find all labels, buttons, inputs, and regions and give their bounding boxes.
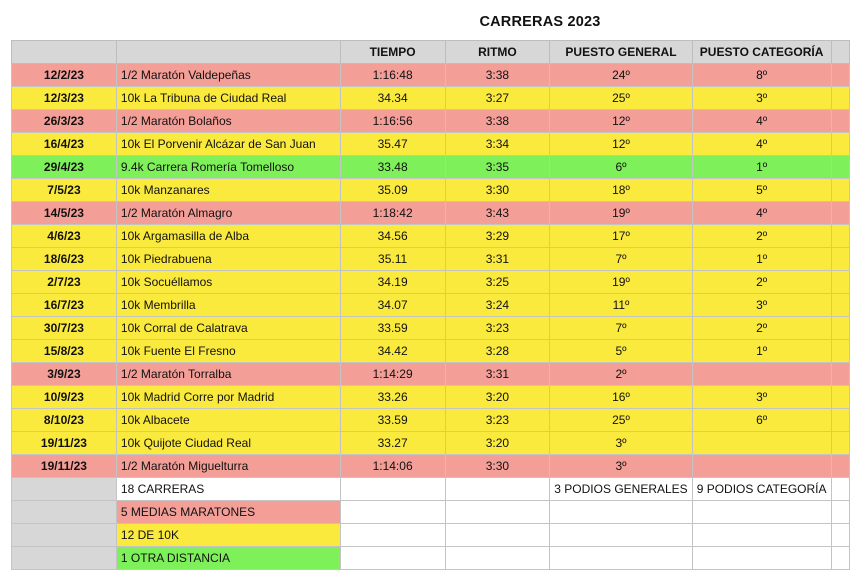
extra-cell[interactable] (831, 87, 850, 110)
header-puesto-categoria[interactable]: PUESTO CATEGORÍA (692, 41, 831, 64)
puesto-general-cell[interactable]: 17º (550, 225, 692, 248)
ritmo-cell[interactable]: 3:30 (445, 455, 550, 478)
summary-empty-cell[interactable] (831, 524, 850, 547)
race-row (12, 179, 850, 202)
puesto-general-cell[interactable]: 25º (550, 87, 692, 110)
puesto-categoria-cell[interactable]: 2º (692, 271, 831, 294)
race-name-cell[interactable]: 10k Fuente El Fresno (116, 340, 340, 363)
race-date-cell[interactable]: 10/9/23 (12, 386, 117, 409)
race-name-cell[interactable]: 10k Madrid Corre por Madrid (116, 386, 340, 409)
puesto-general-cell[interactable]: 18º (550, 179, 692, 202)
race-date-cell[interactable]: 7/5/23 (12, 179, 117, 202)
ritmo-cell[interactable]: 3:30 (445, 179, 550, 202)
extra-cell[interactable] (831, 432, 850, 455)
summary-empty-cell[interactable] (550, 547, 692, 570)
extra-cell[interactable] (831, 225, 850, 248)
race-row (12, 432, 850, 455)
puesto-general-cell[interactable]: 12º (550, 110, 692, 133)
summary-total[interactable]: 18 CARRERAS (116, 478, 340, 501)
summary-empty-cell[interactable] (692, 547, 831, 570)
race-name-cell[interactable]: 1/2 Maratón Miguelturra (116, 455, 340, 478)
ritmo-cell[interactable]: 3:23 (445, 409, 550, 432)
race-date-cell[interactable]: 18/6/23 (12, 248, 117, 271)
extra-cell[interactable] (831, 133, 850, 156)
race-name-cell[interactable]: 10k Socuéllamos (116, 271, 340, 294)
puesto-general-cell[interactable]: 11º (550, 294, 692, 317)
race-date-cell[interactable]: 4/6/23 (12, 225, 117, 248)
ritmo-cell[interactable]: 3:20 (445, 386, 550, 409)
ritmo-cell[interactable]: 3:31 (445, 363, 550, 386)
extra-cell[interactable] (831, 455, 850, 478)
puesto-general-cell[interactable]: 7º (550, 317, 692, 340)
extra-cell[interactable] (831, 110, 850, 133)
summary-10k[interactable]: 12 DE 10K (116, 524, 340, 547)
ritmo-cell[interactable]: 3:27 (445, 87, 550, 110)
race-row (12, 202, 850, 225)
summary-empty-cell[interactable] (340, 547, 445, 570)
puesto-categoria-cell[interactable]: 5º (692, 179, 831, 202)
summary-empty-cell[interactable] (340, 524, 445, 547)
extra-cell[interactable] (831, 409, 850, 432)
race-row (12, 248, 850, 271)
race-row (12, 409, 850, 432)
race-name-cell[interactable]: 1/2 Maratón Valdepeñas (116, 64, 340, 87)
tiempo-cell[interactable]: 34.34 (340, 87, 445, 110)
race-date-cell[interactable]: 19/11/23 (12, 455, 117, 478)
tiempo-cell[interactable]: 33.59 (340, 317, 445, 340)
puesto-categoria-cell[interactable] (692, 363, 831, 386)
puesto-general-cell[interactable]: 19º (550, 271, 692, 294)
race-date-cell[interactable]: 8/10/23 (12, 409, 117, 432)
summary-empty-cell[interactable] (550, 501, 692, 524)
puesto-general-cell[interactable]: 3º (550, 455, 692, 478)
race-date-cell[interactable]: 29/4/23 (12, 156, 117, 179)
race-name-cell[interactable]: 10k Albacete (116, 409, 340, 432)
race-name-cell[interactable]: 10k El Porvenir Alcázar de San Juan (116, 133, 340, 156)
tiempo-cell[interactable]: 35.47 (340, 133, 445, 156)
header-tiempo[interactable]: TIEMPO (340, 41, 445, 64)
puesto-general-cell[interactable]: 19º (550, 202, 692, 225)
header-extra[interactable] (831, 41, 850, 64)
ritmo-cell[interactable]: 3:28 (445, 340, 550, 363)
race-date-cell[interactable]: 16/7/23 (12, 294, 117, 317)
race-row (12, 386, 850, 409)
extra-cell[interactable] (831, 294, 850, 317)
tiempo-cell[interactable]: 33.26 (340, 386, 445, 409)
race-row (12, 225, 850, 248)
race-row (12, 87, 850, 110)
race-name-cell[interactable]: 10k La Tribuna de Ciudad Real (116, 87, 340, 110)
puesto-general-cell[interactable]: 24º (550, 64, 692, 87)
race-name-cell[interactable]: 10k Manzanares (116, 179, 340, 202)
tiempo-cell[interactable]: 1:16:56 (340, 110, 445, 133)
race-date-cell[interactable]: 12/2/23 (12, 64, 117, 87)
puesto-categoria-cell[interactable]: 4º (692, 110, 831, 133)
race-row (12, 317, 850, 340)
race-row (12, 363, 850, 386)
puesto-categoria-cell[interactable]: 6º (692, 409, 831, 432)
summary-empty-cell[interactable] (445, 501, 550, 524)
summary-blank-cell[interactable] (12, 478, 117, 501)
ritmo-cell[interactable]: 3:43 (445, 202, 550, 225)
ritmo-cell[interactable]: 3:20 (445, 432, 550, 455)
tiempo-cell[interactable]: 1:18:42 (340, 202, 445, 225)
race-name-cell[interactable]: 1/2 Maratón Torralba (116, 363, 340, 386)
ritmo-cell[interactable]: 3:24 (445, 294, 550, 317)
puesto-categoria-cell[interactable]: 4º (692, 202, 831, 225)
summary-podios-categoria[interactable]: 9 PODIOS CATEGORÍA (692, 478, 831, 501)
summary-blank-cell[interactable] (12, 501, 117, 524)
ritmo-cell[interactable]: 3:35 (445, 156, 550, 179)
race-name-cell[interactable]: 10k Argamasilla de Alba (116, 225, 340, 248)
tiempo-cell[interactable]: 34.42 (340, 340, 445, 363)
extra-cell[interactable] (831, 271, 850, 294)
puesto-categoria-cell[interactable]: 4º (692, 133, 831, 156)
puesto-categoria-cell[interactable]: 1º (692, 248, 831, 271)
race-name-cell[interactable]: 10k Quijote Ciudad Real (116, 432, 340, 455)
extra-cell[interactable] (831, 340, 850, 363)
tiempo-cell[interactable]: 35.09 (340, 179, 445, 202)
race-name-cell[interactable]: 1/2 Maratón Bolaños (116, 110, 340, 133)
ritmo-cell[interactable]: 3:25 (445, 271, 550, 294)
puesto-general-cell[interactable]: 16º (550, 386, 692, 409)
tiempo-cell[interactable]: 1:16:48 (340, 64, 445, 87)
summary-empty-cell[interactable] (445, 547, 550, 570)
puesto-general-cell[interactable]: 12º (550, 133, 692, 156)
puesto-general-cell[interactable]: 3º (550, 432, 692, 455)
summary-blank-cell[interactable] (12, 547, 117, 570)
summary-otra[interactable]: 1 OTRA DISTANCIA (116, 547, 340, 570)
puesto-general-cell[interactable]: 6º (550, 156, 692, 179)
race-name-cell[interactable]: 10k Membrilla (116, 294, 340, 317)
tiempo-cell[interactable]: 34.56 (340, 225, 445, 248)
summary-empty-cell[interactable] (692, 524, 831, 547)
ritmo-cell[interactable]: 3:29 (445, 225, 550, 248)
puesto-general-cell[interactable]: 25º (550, 409, 692, 432)
summary-blank-cell[interactable] (12, 524, 117, 547)
summary-row-2 (12, 501, 850, 524)
puesto-categoria-cell[interactable]: 3º (692, 294, 831, 317)
summary-row-4 (12, 547, 850, 570)
summary-row-3 (12, 524, 850, 547)
tiempo-cell[interactable]: 33.59 (340, 409, 445, 432)
extra-cell[interactable] (831, 363, 850, 386)
summary-empty-cell[interactable] (340, 501, 445, 524)
header-date[interactable] (12, 41, 117, 64)
tiempo-cell[interactable]: 33.48 (340, 156, 445, 179)
header-race[interactable] (116, 41, 340, 64)
tiempo-cell[interactable]: 1:14:06 (340, 455, 445, 478)
summary-empty-cell[interactable] (831, 547, 850, 570)
race-date-cell[interactable]: 15/8/23 (12, 340, 117, 363)
puesto-general-cell[interactable]: 2º (550, 363, 692, 386)
tiempo-cell[interactable]: 33.27 (340, 432, 445, 455)
ritmo-cell[interactable]: 3:38 (445, 64, 550, 87)
tiempo-cell[interactable]: 34.07 (340, 294, 445, 317)
race-date-cell[interactable]: 2/7/23 (12, 271, 117, 294)
header-puesto-general[interactable]: PUESTO GENERAL (550, 41, 692, 64)
tiempo-cell[interactable]: 35.11 (340, 248, 445, 271)
puesto-categoria-cell[interactable]: 3º (692, 87, 831, 110)
race-date-cell[interactable]: 19/11/23 (12, 432, 117, 455)
ritmo-cell[interactable]: 3:31 (445, 248, 550, 271)
puesto-categoria-cell[interactable]: 2º (692, 225, 831, 248)
puesto-general-cell[interactable]: 7º (550, 248, 692, 271)
summary-empty-cell[interactable] (692, 501, 831, 524)
race-row (12, 156, 850, 179)
extra-cell[interactable] (831, 156, 850, 179)
summary-medias[interactable]: 5 MEDIAS MARATONES (116, 501, 340, 524)
header-row (12, 41, 850, 64)
races-table (11, 40, 850, 570)
race-row (12, 340, 850, 363)
puesto-categoria-cell[interactable]: 1º (692, 156, 831, 179)
race-row (12, 133, 850, 156)
race-row (12, 110, 850, 133)
ritmo-cell[interactable]: 3:23 (445, 317, 550, 340)
race-date-cell[interactable]: 26/3/23 (12, 110, 117, 133)
puesto-general-cell[interactable]: 5º (550, 340, 692, 363)
race-date-cell[interactable]: 12/3/23 (12, 87, 117, 110)
summary-empty-cell[interactable] (445, 478, 550, 501)
race-row (12, 64, 850, 87)
extra-cell[interactable] (831, 179, 850, 202)
page-title: CARRERAS 2023 (479, 14, 601, 30)
race-name-cell[interactable]: 10k Piedrabuena (116, 248, 340, 271)
tiempo-cell[interactable]: 1:14:29 (340, 363, 445, 386)
race-date-cell[interactable]: 3/9/23 (12, 363, 117, 386)
race-date-cell[interactable]: 14/5/23 (12, 202, 117, 225)
puesto-categoria-cell[interactable] (692, 432, 831, 455)
ritmo-cell[interactable]: 3:34 (445, 133, 550, 156)
tiempo-cell[interactable]: 34.19 (340, 271, 445, 294)
race-row (12, 455, 850, 478)
extra-cell[interactable] (831, 248, 850, 271)
puesto-categoria-cell[interactable]: 8º (692, 64, 831, 87)
summary-empty-cell[interactable] (550, 524, 692, 547)
race-name-cell[interactable]: 9.4k Carrera Romería Tomelloso (116, 156, 340, 179)
puesto-categoria-cell[interactable]: 1º (692, 340, 831, 363)
race-date-cell[interactable]: 30/7/23 (12, 317, 117, 340)
race-row (12, 294, 850, 317)
race-name-cell[interactable]: 1/2 Maratón Almagro (116, 202, 340, 225)
header-ritmo[interactable]: RITMO (445, 41, 550, 64)
extra-cell[interactable] (831, 64, 850, 87)
summary-empty-cell[interactable] (445, 524, 550, 547)
race-date-cell[interactable]: 16/4/23 (12, 133, 117, 156)
race-row (12, 271, 850, 294)
summary-empty-cell[interactable] (340, 478, 445, 501)
puesto-categoria-cell[interactable]: 2º (692, 317, 831, 340)
summary-row-1 (12, 478, 850, 501)
ritmo-cell[interactable]: 3:38 (445, 110, 550, 133)
puesto-categoria-cell[interactable]: 3º (692, 386, 831, 409)
extra-cell[interactable] (831, 386, 850, 409)
summary-empty-cell[interactable] (831, 501, 850, 524)
summary-empty-cell[interactable] (831, 478, 850, 501)
race-name-cell[interactable]: 10k Corral de Calatrava (116, 317, 340, 340)
extra-cell[interactable] (831, 317, 850, 340)
summary-podios-generales[interactable]: 3 PODIOS GENERALES (550, 478, 692, 501)
extra-cell[interactable] (831, 202, 850, 225)
puesto-categoria-cell[interactable] (692, 455, 831, 478)
